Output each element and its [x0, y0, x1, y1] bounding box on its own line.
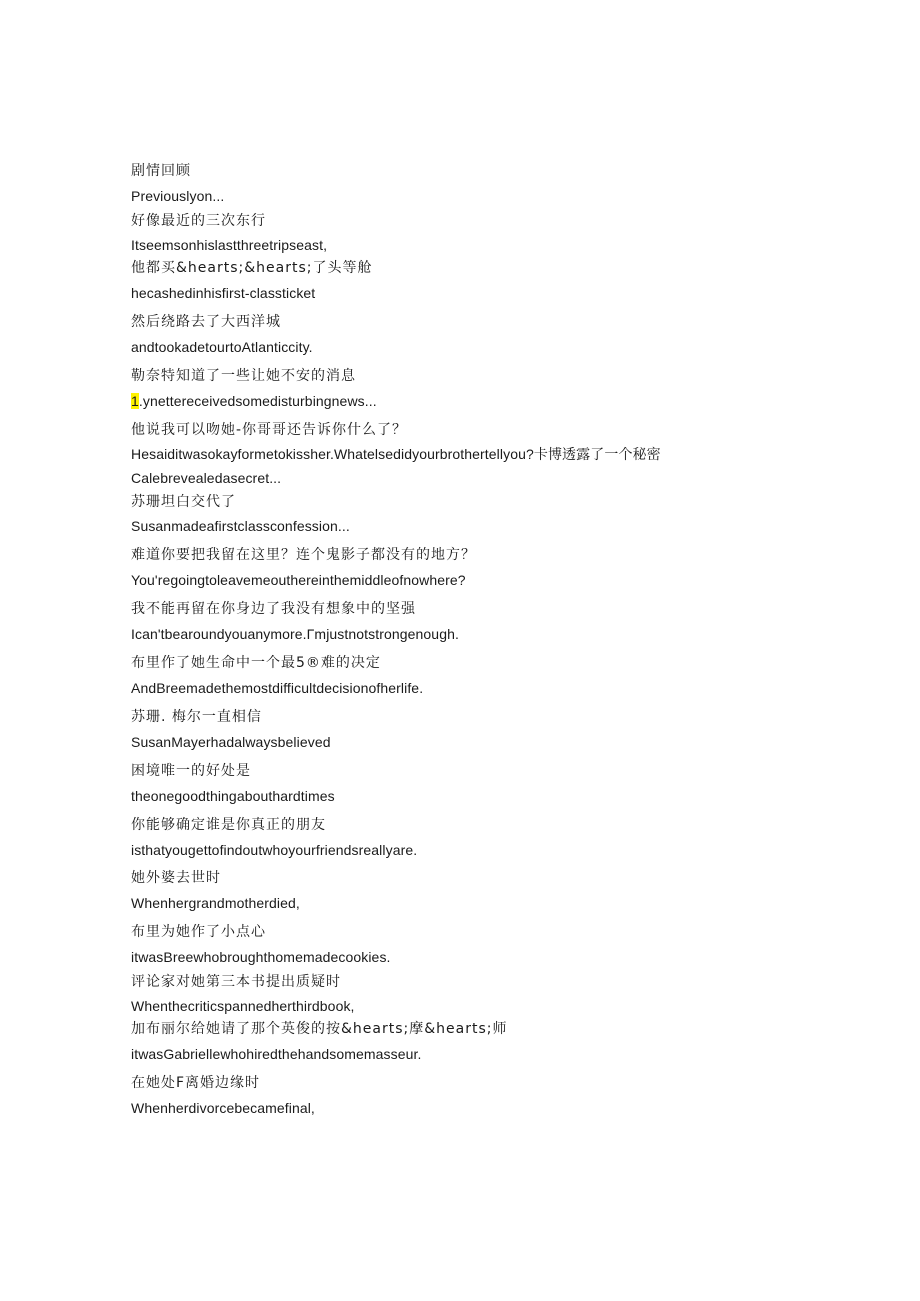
line-en: itwasBreewhobroughthomemadecookies.	[131, 949, 391, 965]
line-en: hecashedinhisfirst-classticket	[131, 285, 316, 301]
line-en: andtookadetourtoAtlanticcity.	[131, 339, 313, 355]
line-zh: 我不能再留在你身边了我没有想象中的坚强	[131, 601, 416, 617]
line-en: Whenthecriticspannedherthirdbook,	[131, 998, 355, 1014]
line-zh: 评论家对她第三本书提出质疑时	[131, 974, 341, 990]
line-zh: 布里为她作了小点心	[131, 924, 266, 940]
line-en: Calebrevealedasecret...	[131, 470, 282, 486]
line-zh: 布里作了她生命中一个最5®难的决定	[131, 655, 381, 671]
line-zh: 然后绕路去了大西洋城	[131, 314, 281, 330]
line-en: Previouslyon...	[131, 188, 225, 204]
line-zh: 她外婆去世时	[131, 870, 221, 886]
line-en: Whenhergrandmotherdied,	[131, 895, 300, 911]
line-zh: 在她处F离婚边缘时	[131, 1075, 261, 1091]
line-en: Whenherdivorcebecamefinal,	[131, 1100, 315, 1116]
line-zh: 困境唯一的好处是	[131, 763, 251, 779]
line-en: itwasGabriellewhohiredthehandsomemasseur.	[131, 1046, 422, 1062]
line-en: Ican'tbearoundyouanymore.Γmjustnotstrongenough.	[131, 626, 459, 642]
line-en: Itseemsonhislastthreetripseast,	[131, 237, 328, 253]
line-zh: 难道你要把我留在这里？连个鬼影子都没有的地方？	[131, 547, 476, 563]
highlighted-text: 1	[131, 393, 139, 409]
line-en: theonegoodthingabouthardtimes	[131, 788, 335, 804]
line-zh: 苏珊. 梅尔一直相信	[131, 709, 262, 725]
line-en	[131, 392, 377, 410]
line-zh: 他都买&hearts;&hearts;了头等舱	[131, 260, 373, 276]
line-zh: 好像最近的三次东行	[131, 213, 266, 229]
line-zh: 勒奈特知道了一些让她不安的消息	[131, 368, 356, 384]
line-en: AndBreemadethemostdifficultdecisionofherlife.	[131, 680, 424, 696]
line-zh: 剧情回顾	[131, 163, 191, 179]
line-en: SusanMayerhadalwaysbelieved	[131, 734, 331, 750]
line-en: You'regoingtoleavemeouthereinthemiddleofnowhere?	[131, 572, 466, 588]
line-en: Susanmadeafirstclassconfession...	[131, 518, 350, 534]
line-zh: 加布丽尔给她请了那个英俊的按&hearts;摩&hearts;师	[131, 1021, 508, 1037]
line-en: isthatyougettofindoutwhoyourfriendsreallyare.	[131, 842, 418, 858]
line-zh: 他说我可以吻她-你哥哥还告诉你什么了？	[131, 422, 408, 438]
line-en-rest: .ynettereceivedsomedisturbingnews...	[138, 393, 377, 409]
line-zh: 苏珊坦白交代了	[131, 494, 236, 510]
line-mixed: Hesaiditwasokayformetokissher.Whatelsedidyourbrothertellyou?卡博透露了一个秘密	[131, 446, 661, 462]
line-zh: 你能够确定谁是你真正的朋友	[131, 817, 326, 833]
